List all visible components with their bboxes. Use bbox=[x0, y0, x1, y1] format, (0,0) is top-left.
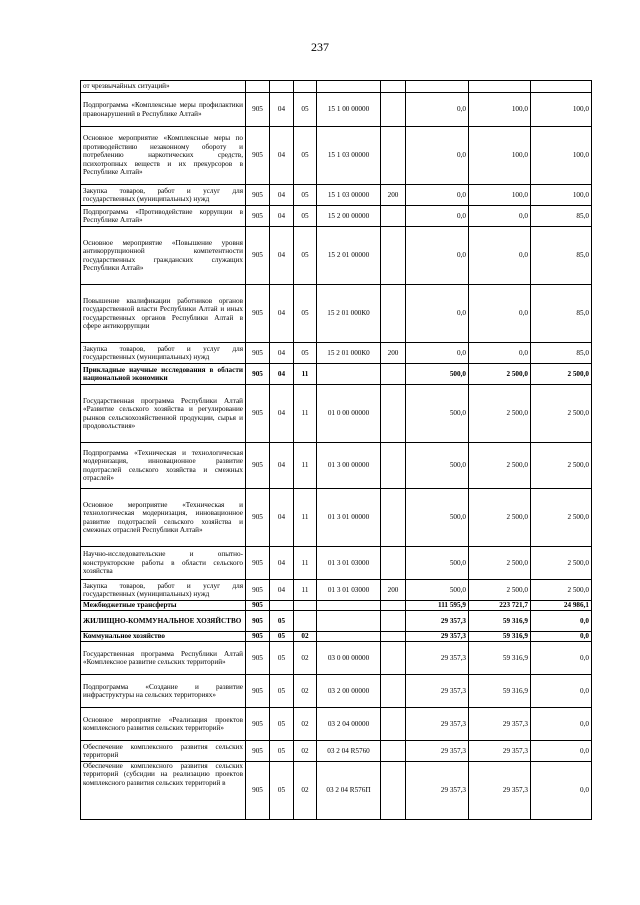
table-row bbox=[81, 547, 592, 580]
row-section-code: 04 bbox=[270, 127, 294, 185]
row-expense-type-code bbox=[381, 675, 406, 708]
budget-table-body bbox=[81, 81, 592, 820]
row-section-code: 05 bbox=[270, 642, 294, 675]
row-expense-type-code: 200 bbox=[381, 185, 406, 206]
row-ved-code: 905 bbox=[246, 547, 270, 580]
row-name: Подпрограмма «Создание и развитие инфраструктуры на сельских территориях» bbox=[81, 675, 246, 708]
row-amount-year-3: 85,0 bbox=[531, 285, 592, 343]
row-amount-year-2: 0,0 bbox=[469, 206, 531, 227]
row-section-code: 04 bbox=[270, 489, 294, 547]
row-expense-type-code bbox=[381, 762, 406, 820]
row-amount-year-1: 500,0 bbox=[406, 443, 469, 489]
row-section-code: 04 bbox=[270, 364, 294, 385]
row-section-code bbox=[270, 81, 294, 93]
row-ved-code: 905 bbox=[246, 708, 270, 741]
row-subsection-code: 11 bbox=[294, 364, 317, 385]
row-target-article-code: 01 0 00 00000 bbox=[317, 385, 381, 443]
row-target-article-code bbox=[317, 611, 381, 632]
row-target-article-code: 01 3 01 03000 bbox=[317, 547, 381, 580]
row-amount-year-3: 0,0 bbox=[531, 708, 592, 741]
table-row bbox=[81, 762, 592, 820]
row-amount-year-3: 100,0 bbox=[531, 185, 592, 206]
row-target-article-code bbox=[317, 81, 381, 93]
row-expense-type-code bbox=[381, 632, 406, 642]
row-ved-code: 905 bbox=[246, 611, 270, 632]
table-row bbox=[81, 675, 592, 708]
table-row bbox=[81, 127, 592, 185]
row-name: Основное мероприятие «Повышение уровня антикоррупционной компетентности государственных гражданских служащих Республики Алтай» bbox=[81, 227, 246, 285]
row-amount-year-3 bbox=[531, 81, 592, 93]
row-amount-year-2: 100,0 bbox=[469, 127, 531, 185]
row-name: Основное мероприятие «Комплексные меры по противодействию незаконному обороту и потреблению наркотических средств, психотропных веществ и их прекурсоров в Республике Алтай» bbox=[81, 127, 246, 185]
row-name: Закупка товаров, работ и услуг для государственных (муниципальных) нужд bbox=[81, 185, 246, 206]
row-subsection-code bbox=[294, 601, 317, 611]
row-name: Подпрограмма «Комплексные меры профилактики правонарушений в Республике Алтай» bbox=[81, 93, 246, 127]
row-target-article-code: 03 2 04 R5760 bbox=[317, 741, 381, 762]
table-row bbox=[81, 81, 592, 93]
row-expense-type-code bbox=[381, 601, 406, 611]
row-amount-year-3: 85,0 bbox=[531, 227, 592, 285]
row-name: Государственная программа Республики Алтай «Развитие сельского хозяйства и регулирование рынков сельскохозяйственной продукции, сырья и продовольствия» bbox=[81, 385, 246, 443]
row-expense-type-code bbox=[381, 611, 406, 632]
row-amount-year-3: 100,0 bbox=[531, 127, 592, 185]
row-amount-year-1: 29 357,3 bbox=[406, 611, 469, 632]
table-row bbox=[81, 343, 592, 364]
row-amount-year-3: 100,0 bbox=[531, 93, 592, 127]
row-target-article-code: 15 2 00 00000 bbox=[317, 206, 381, 227]
table-row bbox=[81, 580, 592, 601]
row-subsection-code: 11 bbox=[294, 489, 317, 547]
row-name: Коммунальное хозяйство bbox=[81, 632, 246, 642]
row-target-article-code: 03 0 00 00000 bbox=[317, 642, 381, 675]
row-expense-type-code: 200 bbox=[381, 580, 406, 601]
row-name: Обеспечение комплексного развития сельских территорий bbox=[81, 741, 246, 762]
row-expense-type-code bbox=[381, 708, 406, 741]
row-target-article-code: 03 2 00 00000 bbox=[317, 675, 381, 708]
row-target-article-code: 01 3 01 00000 bbox=[317, 489, 381, 547]
row-section-code: 04 bbox=[270, 285, 294, 343]
row-section-code: 05 bbox=[270, 741, 294, 762]
row-name: Повышение квалификации работников органов государственной власти Республики Алтай и иных государственных органов Республики Алтай в сфере антикоррупции bbox=[81, 285, 246, 343]
row-expense-type-code bbox=[381, 364, 406, 385]
table-row bbox=[81, 385, 592, 443]
row-name: Закупка товаров, работ и услуг для государственных (муниципальных) нужд bbox=[81, 580, 246, 601]
row-amount-year-1: 0,0 bbox=[406, 343, 469, 364]
row-target-article-code bbox=[317, 364, 381, 385]
row-amount-year-3: 0,0 bbox=[531, 611, 592, 632]
page-number: 237 bbox=[311, 40, 329, 54]
row-amount-year-2: 2 500,0 bbox=[469, 443, 531, 489]
row-amount-year-3: 2 500,0 bbox=[531, 364, 592, 385]
row-expense-type-code bbox=[381, 547, 406, 580]
row-target-article-code: 01 3 00 00000 bbox=[317, 443, 381, 489]
table-row bbox=[81, 611, 592, 632]
row-amount-year-1: 500,0 bbox=[406, 364, 469, 385]
row-amount-year-2: 59 316,9 bbox=[469, 642, 531, 675]
row-amount-year-2: 29 357,3 bbox=[469, 741, 531, 762]
row-section-code: 04 bbox=[270, 580, 294, 601]
row-amount-year-1: 29 357,3 bbox=[406, 741, 469, 762]
row-ved-code: 905 bbox=[246, 127, 270, 185]
row-ved-code: 905 bbox=[246, 601, 270, 611]
row-amount-year-1: 0,0 bbox=[406, 285, 469, 343]
row-subsection-code: 02 bbox=[294, 708, 317, 741]
row-ved-code: 905 bbox=[246, 632, 270, 642]
row-amount-year-2: 59 316,9 bbox=[469, 675, 531, 708]
row-amount-year-2: 2 500,0 bbox=[469, 547, 531, 580]
row-expense-type-code bbox=[381, 642, 406, 675]
row-section-code: 04 bbox=[270, 343, 294, 364]
row-amount-year-2 bbox=[469, 81, 531, 93]
row-section-code: 04 bbox=[270, 443, 294, 489]
row-amount-year-1: 29 357,3 bbox=[406, 642, 469, 675]
row-ved-code bbox=[246, 81, 270, 93]
row-subsection-code: 02 bbox=[294, 675, 317, 708]
row-subsection-code: 05 bbox=[294, 127, 317, 185]
row-amount-year-1: 500,0 bbox=[406, 580, 469, 601]
row-ved-code: 905 bbox=[246, 580, 270, 601]
row-ved-code: 905 bbox=[246, 385, 270, 443]
row-target-article-code: 15 2 01 00000 bbox=[317, 227, 381, 285]
row-amount-year-1: 0,0 bbox=[406, 185, 469, 206]
row-amount-year-1: 500,0 bbox=[406, 489, 469, 547]
row-name: от чрезвычайных ситуаций» bbox=[81, 81, 246, 93]
row-ved-code: 905 bbox=[246, 364, 270, 385]
row-expense-type-code bbox=[381, 443, 406, 489]
row-amount-year-1: 111 595,9 bbox=[406, 601, 469, 611]
row-ved-code: 905 bbox=[246, 443, 270, 489]
row-expense-type-code bbox=[381, 741, 406, 762]
row-target-article-code: 15 1 00 00000 bbox=[317, 93, 381, 127]
row-ved-code: 905 bbox=[246, 642, 270, 675]
row-section-code bbox=[270, 601, 294, 611]
row-amount-year-2: 2 500,0 bbox=[469, 580, 531, 601]
row-expense-type-code bbox=[381, 489, 406, 547]
row-section-code: 05 bbox=[270, 708, 294, 741]
row-amount-year-3: 2 500,0 bbox=[531, 443, 592, 489]
row-ved-code: 905 bbox=[246, 185, 270, 206]
row-section-code: 04 bbox=[270, 385, 294, 443]
row-amount-year-3: 2 500,0 bbox=[531, 580, 592, 601]
table-row bbox=[81, 364, 592, 385]
row-expense-type-code bbox=[381, 285, 406, 343]
row-amount-year-1 bbox=[406, 81, 469, 93]
table-row bbox=[81, 489, 592, 547]
row-subsection-code bbox=[294, 611, 317, 632]
row-subsection-code: 11 bbox=[294, 580, 317, 601]
row-amount-year-3: 24 986,1 bbox=[531, 601, 592, 611]
row-amount-year-2: 0,0 bbox=[469, 285, 531, 343]
budget-table bbox=[80, 80, 592, 820]
row-ved-code: 905 bbox=[246, 285, 270, 343]
row-subsection-code: 05 bbox=[294, 285, 317, 343]
table-row bbox=[81, 206, 592, 227]
row-section-code: 05 bbox=[270, 632, 294, 642]
row-name: Межбюджетные трансферты bbox=[81, 601, 246, 611]
row-amount-year-2: 2 500,0 bbox=[469, 364, 531, 385]
row-subsection-code: 05 bbox=[294, 185, 317, 206]
row-subsection-code: 02 bbox=[294, 642, 317, 675]
row-expense-type-code bbox=[381, 385, 406, 443]
row-name: Государственная программа Республики Алтай «Комплексное развитие сельских территорий» bbox=[81, 642, 246, 675]
row-amount-year-1: 0,0 bbox=[406, 127, 469, 185]
row-ved-code: 905 bbox=[246, 343, 270, 364]
row-name: ЖИЛИЩНО-КОММУНАЛЬНОЕ ХОЗЯЙСТВО bbox=[81, 611, 246, 632]
row-section-code: 04 bbox=[270, 227, 294, 285]
table-row bbox=[81, 443, 592, 489]
row-ved-code: 905 bbox=[246, 93, 270, 127]
row-name: Подпрограмма «Техническая и технологическая модернизация, инновационное развитие подотраслей сельского хозяйства и смежных отраслей» bbox=[81, 443, 246, 489]
row-target-article-code: 15 2 01 000К0 bbox=[317, 343, 381, 364]
row-amount-year-3: 85,0 bbox=[531, 343, 592, 364]
row-target-article-code: 01 3 01 03000 bbox=[317, 580, 381, 601]
row-name: Закупка товаров, работ и услуг для государственных (муниципальных) нужд bbox=[81, 343, 246, 364]
row-amount-year-2: 0,0 bbox=[469, 227, 531, 285]
row-subsection-code bbox=[294, 81, 317, 93]
row-target-article-code: 03 2 04 00000 bbox=[317, 708, 381, 741]
row-amount-year-1: 29 357,3 bbox=[406, 708, 469, 741]
row-ved-code: 905 bbox=[246, 675, 270, 708]
row-amount-year-3: 2 500,0 bbox=[531, 385, 592, 443]
row-expense-type-code bbox=[381, 227, 406, 285]
row-subsection-code: 05 bbox=[294, 227, 317, 285]
row-name: Основное мероприятие «Техническая и технологическая модернизация, инновационное развитие подотраслей сельского хозяйства и смежных отраслей Республики Алтай» bbox=[81, 489, 246, 547]
row-subsection-code: 05 bbox=[294, 343, 317, 364]
row-subsection-code: 11 bbox=[294, 443, 317, 489]
row-section-code: 05 bbox=[270, 611, 294, 632]
row-target-article-code: 15 1 03 00000 bbox=[317, 127, 381, 185]
row-amount-year-3: 0,0 bbox=[531, 675, 592, 708]
row-name: Основное мероприятие «Реализация проектов комплексного развития сельских территорий» bbox=[81, 708, 246, 741]
table-row bbox=[81, 632, 592, 642]
row-section-code: 04 bbox=[270, 93, 294, 127]
table-row bbox=[81, 185, 592, 206]
table-row bbox=[81, 285, 592, 343]
row-subsection-code: 02 bbox=[294, 632, 317, 642]
row-amount-year-2: 59 316,9 bbox=[469, 632, 531, 642]
row-amount-year-2: 29 357,3 bbox=[469, 708, 531, 741]
row-subsection-code: 11 bbox=[294, 547, 317, 580]
row-amount-year-3: 0,0 bbox=[531, 632, 592, 642]
row-subsection-code: 02 bbox=[294, 762, 317, 820]
row-amount-year-3: 0,0 bbox=[531, 762, 592, 820]
row-expense-type-code bbox=[381, 93, 406, 127]
table-row bbox=[81, 227, 592, 285]
row-subsection-code: 11 bbox=[294, 385, 317, 443]
row-ved-code: 905 bbox=[246, 227, 270, 285]
row-amount-year-2: 59 316,9 bbox=[469, 611, 531, 632]
row-expense-type-code bbox=[381, 206, 406, 227]
row-ved-code: 905 bbox=[246, 489, 270, 547]
row-name: Подпрограмма «Противодействие коррупции в Республике Алтай» bbox=[81, 206, 246, 227]
row-amount-year-2: 29 357,3 bbox=[469, 762, 531, 820]
row-subsection-code: 05 bbox=[294, 206, 317, 227]
row-amount-year-2: 0,0 bbox=[469, 343, 531, 364]
row-ved-code: 905 bbox=[246, 206, 270, 227]
row-section-code: 05 bbox=[270, 675, 294, 708]
row-subsection-code: 02 bbox=[294, 741, 317, 762]
table-row bbox=[81, 642, 592, 675]
row-section-code: 04 bbox=[270, 547, 294, 580]
row-section-code: 05 bbox=[270, 762, 294, 820]
table-row bbox=[81, 601, 592, 611]
row-section-code: 04 bbox=[270, 206, 294, 227]
row-amount-year-1: 29 357,3 bbox=[406, 762, 469, 820]
row-amount-year-1: 0,0 bbox=[406, 227, 469, 285]
row-amount-year-2: 100,0 bbox=[469, 93, 531, 127]
row-name: Прикладные научные исследования в области национальной экономики bbox=[81, 364, 246, 385]
row-amount-year-1: 29 357,3 bbox=[406, 632, 469, 642]
row-amount-year-1: 500,0 bbox=[406, 547, 469, 580]
table-row bbox=[81, 708, 592, 741]
row-ved-code: 905 bbox=[246, 741, 270, 762]
row-expense-type-code bbox=[381, 127, 406, 185]
row-amount-year-1: 0,0 bbox=[406, 93, 469, 127]
row-amount-year-2: 100,0 bbox=[469, 185, 531, 206]
table-row bbox=[81, 741, 592, 762]
row-target-article-code: 03 2 04 R576П bbox=[317, 762, 381, 820]
row-expense-type-code: 200 bbox=[381, 343, 406, 364]
row-target-article-code bbox=[317, 632, 381, 642]
row-name: Обеспечение комплексного развития сельских территорий (субсидии на реализацию проектов комплексного развития сельских территорий в bbox=[81, 762, 246, 820]
row-subsection-code: 05 bbox=[294, 93, 317, 127]
row-section-code: 04 bbox=[270, 185, 294, 206]
row-amount-year-2: 223 721,7 bbox=[469, 601, 531, 611]
row-name: Научно-исследовательские и опытно-конструкторские работы в области сельского хозяйства bbox=[81, 547, 246, 580]
row-amount-year-1: 29 357,3 bbox=[406, 675, 469, 708]
row-amount-year-3: 2 500,0 bbox=[531, 547, 592, 580]
row-amount-year-3: 2 500,0 bbox=[531, 489, 592, 547]
row-amount-year-3: 0,0 bbox=[531, 642, 592, 675]
row-target-article-code bbox=[317, 601, 381, 611]
row-amount-year-2: 2 500,0 bbox=[469, 489, 531, 547]
row-ved-code: 905 bbox=[246, 762, 270, 820]
row-target-article-code: 15 1 03 00000 bbox=[317, 185, 381, 206]
row-amount-year-2: 2 500,0 bbox=[469, 385, 531, 443]
row-amount-year-1: 0,0 bbox=[406, 206, 469, 227]
row-target-article-code: 15 2 01 000К0 bbox=[317, 285, 381, 343]
row-amount-year-1: 500,0 bbox=[406, 385, 469, 443]
table-row bbox=[81, 93, 592, 127]
row-amount-year-3: 0,0 bbox=[531, 741, 592, 762]
row-expense-type-code bbox=[381, 81, 406, 93]
row-amount-year-3: 85,0 bbox=[531, 206, 592, 227]
